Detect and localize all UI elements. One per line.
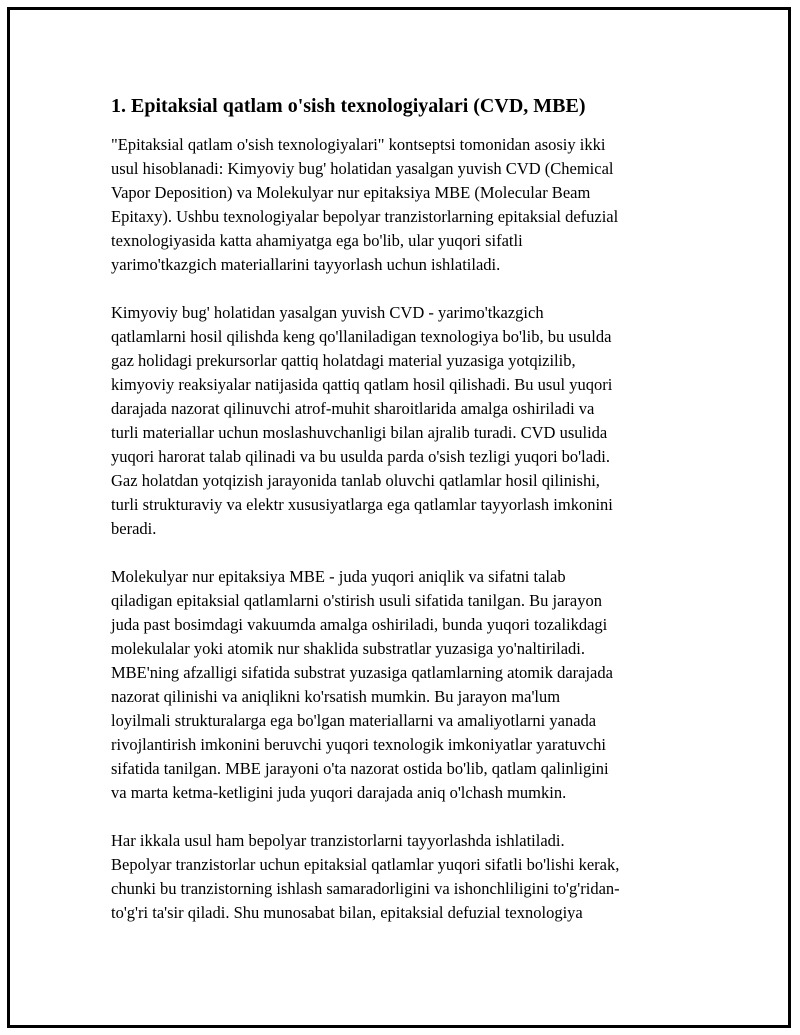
text-line: qiladigan epitaksial qatlamlarni o'stirish usuli sifatida tanilgan. Bu jarayon [111,591,602,610]
text-line: to'g'ri ta'sir qiladi. Shu munosabat bilan, epitaksial defuzial texnologiya [111,903,583,922]
text-line: Epitaxy). Ushbu texnologiyalar bepolyar tranzistorlarning epitaksial defuzial [111,207,619,226]
text-line: va marta ketma-ketligini juda yuqori darajada aniq o'lchash mumkin. [111,783,567,802]
text-line: texnologiyasida katta ahamiyatga ega bo'lib, ular yuqori sifatli [111,231,523,250]
text-line: Molekulyar nur epitaksiya MBE - juda yuqori aniqlik va sifatni talab [111,567,566,586]
text-line: chunki bu tranzistorning ishlash samaradorligini va ishonchliligini to'g'ridan- [111,879,620,898]
text-line: darajada nazorat qilinuvchi atrof-muhit sharoitlarida amalga oshiriladi va [111,399,595,418]
text-line: usul hisoblanadi: Kimyoviy bug' holatidan yasalgan yuvish CVD (Chemical [111,159,614,178]
text-line: kimyoviy reaksiyalar natijasida qattiq qatlam hosil qilishadi. Bu usul yuqori [111,375,613,394]
document-body [111,93,695,949]
text-line: juda past bosimdagi vakuumda amalga oshiriladi, bunda yuqori tozalikdagi [111,615,608,634]
paragraph-intro [111,133,695,277]
text-line: nazorat qilinishi va aniqlikni ko'rsatish mumkin. Bu jarayon ma'lum [111,687,561,706]
section-heading: 1. Epitaksial qatlam o'sish texnologiyalari (CVD, MBE) [111,95,586,117]
text-line: Vapor Deposition) va Molekulyar nur epitaksiya MBE (Molecular Beam [111,183,591,202]
text-line: Gaz holatdan yotqizish jarayonida tanlab oluvchi qatlamlar hosil qilinishi, [111,471,600,490]
text-line: Har ikkala usul ham bepolyar tranzistorlarni tayyorlashda ishlatiladi. [111,831,565,850]
text-line: yuqori harorat talab qilinadi va bu usulda parda o'sish tezligi yuqori bo'ladi. [111,447,610,466]
text-line: qatlamlarni hosil qilishda keng qo'llaniladigan texnologiya bo'lib, bu usulda [111,327,612,346]
text-line: turli strukturaviy va elektr xususiyatlarga ega qatlamlar tayyorlash imkonini [111,495,613,514]
text-line: loyilmali strukturalarga ega bo'lgan materiallarni va amaliyotlarni yanada [111,711,597,730]
paragraph-mbe [111,565,695,805]
text-line: Kimyoviy bug' holatidan yasalgan yuvish CVD - yarimo'tkazgich [111,303,544,322]
text-line: turli materiallar uchun moslashuvchanligi bilan ajralib turadi. CVD usulida [111,423,608,442]
text-line: rivojlantirish imkonini beruvchi yuqori texnologik imkoniyatlar yaratuvchi [111,735,606,754]
text-line: "Epitaksial qatlam o'sish texnologiyalari" kontseptsi tomonidan asosiy ikki [111,135,606,154]
paragraph-conclusion [111,829,695,925]
text-line: Bepolyar tranzistorlar uchun epitaksial qatlamlar yuqori sifatli bo'lishi kerak, [111,855,620,874]
text-line: gaz holidagi prekursorlar qattiq holatdagi material yuzasiga yotqizilib, [111,351,576,370]
text-line: yarimo'tkazgich materiallarini tayyorlash uchun ishlatiladi. [111,255,501,274]
text-line: beradi. [111,519,157,538]
text-line: sifatida tanilgan. MBE jarayoni o'ta nazorat ostida bo'lib, qatlam qalinligini [111,759,609,778]
text-line: MBE'ning afzalligi sifatida substrat yuzasiga qatlamlarning atomik darajada [111,663,613,682]
text-line: molekulalar yoki atomik nur shaklida substratlar yuzasiga yo'naltiriladi. [111,639,586,658]
paragraph-cvd [111,301,695,541]
